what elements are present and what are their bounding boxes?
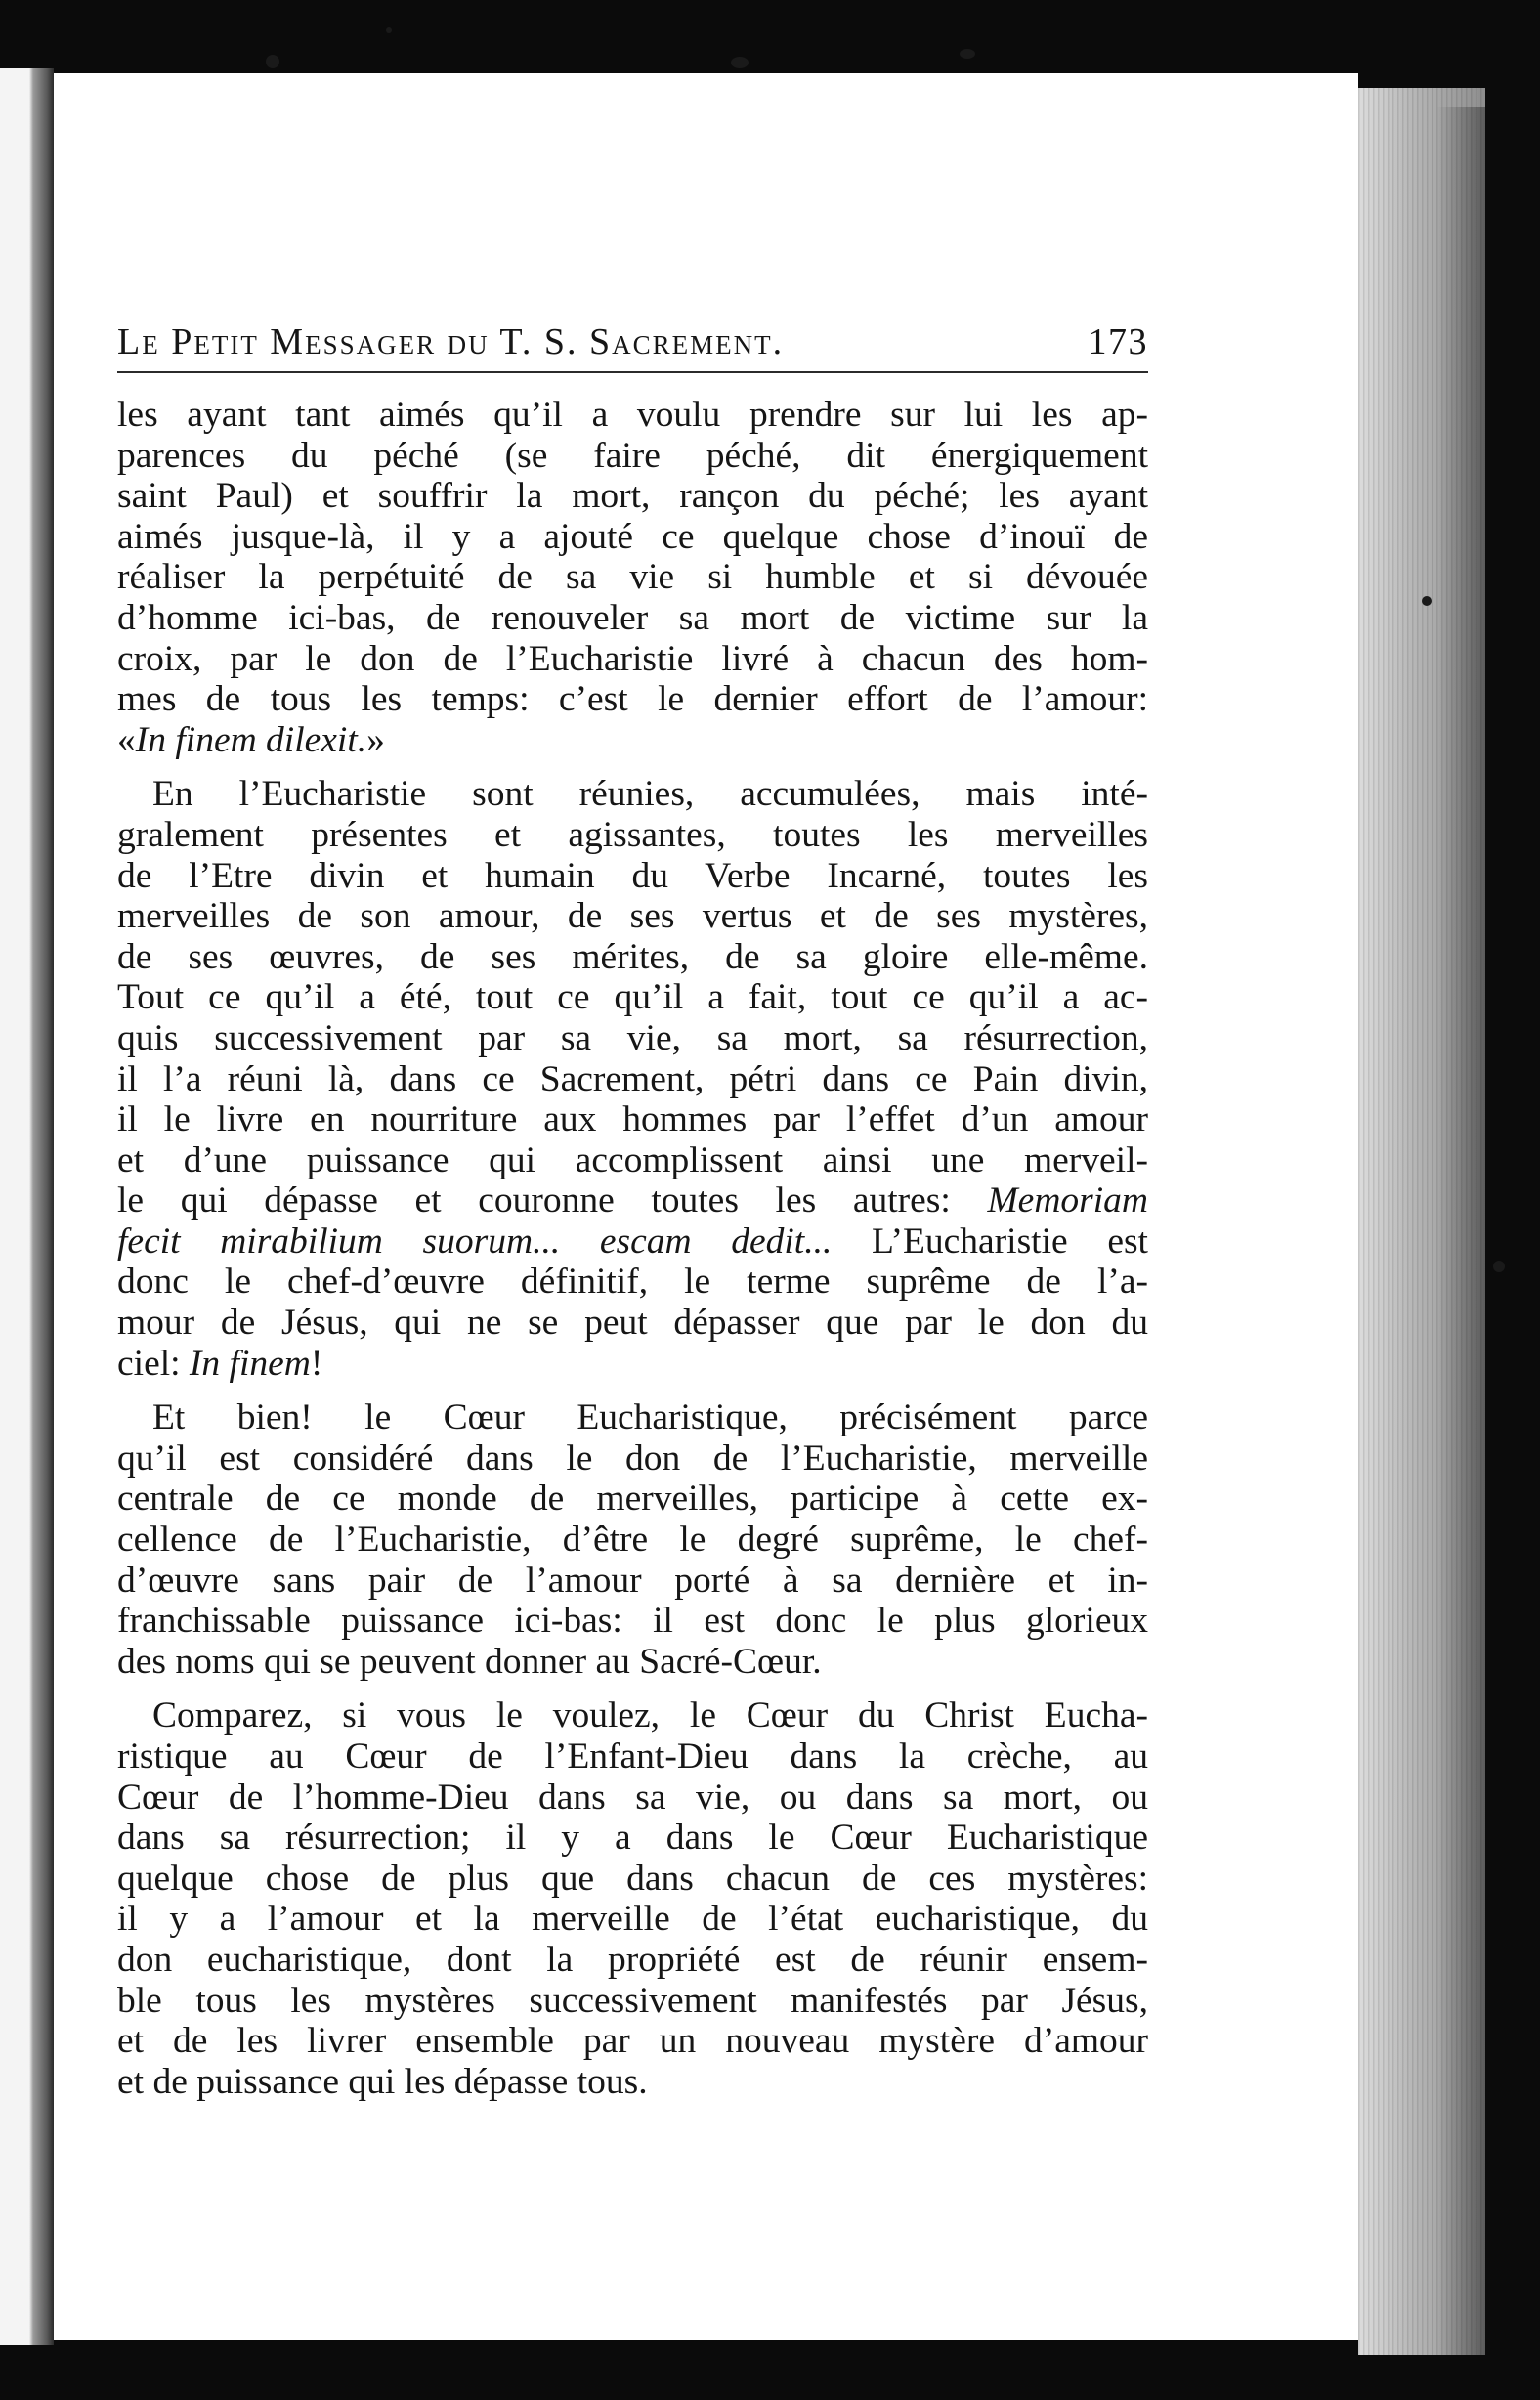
text-line: parences du péché (se faire péché, dit énergiquement: [117, 435, 1148, 476]
text-roman: ciel:: [117, 1343, 190, 1384]
text-line-quote: [117, 720, 1148, 761]
text-line: ristique au Cœur de l’Enfant-Dieu dans la crèche, au: [117, 1736, 1148, 1777]
text-line: aimés jusque-là, il y a ajouté ce quelque chose d’inouï de: [117, 516, 1148, 557]
text-line: mes de tous les temps: c’est le dernier effort de l’amour:: [117, 679, 1148, 720]
text-line: merveilles de son amour, de ses vertus et de ses mystères,: [117, 896, 1148, 937]
text-line: il y a l’amour et la merveille de l’état eucharistique, du: [117, 1899, 1148, 1940]
text-line: et d’une puissance qui accomplissent ainsi une merveil-: [117, 1139, 1148, 1180]
left-page-edge: [0, 68, 54, 2345]
text-line-mixed: [117, 1180, 1148, 1221]
text-line: quelque chose de plus que dans chacun de ces mystères:: [117, 1858, 1148, 1899]
text-roman: le qui dépasse et couronne toutes les autres:: [117, 1180, 988, 1221]
text-line: Et bien! le Cœur Eucharistique, précisément parce: [152, 1397, 1148, 1438]
paragraph-1: [117, 395, 1148, 760]
text-line: dans sa résurrection; il y a dans le Cœur Eucharistique: [117, 1818, 1148, 1859]
text-line: saint Paul) et souffrir la mort, rançon du péché; les ayant: [117, 476, 1148, 517]
text-line: croix, par le don de l’Eucharistie livré à chacun des hom-: [117, 638, 1148, 679]
paragraph-3: [117, 1397, 1148, 1682]
latin-quote: Memoriam: [987, 1180, 1148, 1221]
text-line: Tout ce qu’il a été, tout ce qu’il a fait, tout ce qu’il a ac-: [117, 977, 1148, 1018]
text-line: et de les livrer ensemble par un nouveau mystère d’amour: [117, 2021, 1148, 2062]
text-line: Cœur de l’homme-Dieu dans sa vie, ou dans sa mort, ou: [117, 1777, 1148, 1818]
latin-quote: fecit mirabilium suorum... escam dedit...: [117, 1221, 833, 1262]
running-head: [117, 321, 1148, 373]
text-line: En l’Eucharistie sont réunies, accumulées, mais inté-: [152, 774, 1148, 815]
text-line: qu’il est considéré dans le don de l’Eucharistie, merveille: [117, 1437, 1148, 1479]
text-roman: L’Eucharistie est: [832, 1221, 1148, 1262]
text-line: quis successivement par sa vie, sa mort, sa résurrection,: [117, 1017, 1148, 1058]
running-head-title: Le Petit Messager du T. S. Sacrement.: [117, 321, 785, 363]
text-line: donc le chef-d’œuvre définitif, le terme suprême de l’a-: [117, 1262, 1148, 1303]
body-text: [117, 395, 1148, 2102]
text-line: d’homme ici-bas, de renouveler sa mort de victime sur la: [117, 597, 1148, 638]
text-line: il l’a réuni là, dans ce Sacrement, pétri dans ce Pain divin,: [117, 1058, 1148, 1099]
latin-quote: In finem dilexit.: [135, 719, 367, 760]
text-line: franchissable puissance ici-bas: il est donc le plus glorieux: [117, 1601, 1148, 1642]
text-line: don eucharistique, dont la propriété est de réunir ensem-: [117, 1939, 1148, 1980]
text-line: il le livre en nourriture aux hommes par l’effet d’un amour: [117, 1099, 1148, 1140]
text-roman: !: [310, 1343, 323, 1384]
text-line: gralement présentes et agissantes, toutes les merveilles: [117, 814, 1148, 855]
text-line: cellence de l’Eucharistie, d’être le degré suprême, le chef-: [117, 1520, 1148, 1561]
text-line: Comparez, si vous le voulez, le Cœur du Christ Eucha-: [152, 1695, 1148, 1736]
text-line: de ses œuvres, de ses mérites, de sa gloire elle-même.: [117, 936, 1148, 977]
text-line: ble tous les mystères successivement manifestés par Jésus,: [117, 1980, 1148, 2021]
text-line: d’œuvre sans pair de l’amour porté à sa dernière et in-: [117, 1560, 1148, 1601]
page-number: 173: [1088, 321, 1148, 363]
text-line-mixed: [117, 1221, 1148, 1263]
text-line-mixed: [117, 1344, 1148, 1385]
text-line: centrale de ce monde de merveilles, participe à cette ex-: [117, 1479, 1148, 1520]
text-line: réaliser la perpétuité de sa vie si humble et si dévouée: [117, 557, 1148, 598]
text-line: de l’Etre divin et humain du Verbe Incarné, toutes les: [117, 855, 1148, 896]
paragraph-2: [117, 774, 1148, 1384]
paragraph-4: [117, 1695, 1148, 2102]
text-line: les ayant tant aimés qu’il a voulu prendre sur lui les ap-: [117, 395, 1148, 435]
close-quote: »: [366, 719, 385, 760]
text-line: des noms qui se peuvent donner au Sacré-Cœur.: [117, 1641, 822, 1682]
text-line: mour de Jésus, qui ne se peut dépasser que par le don du: [117, 1303, 1148, 1344]
page-fore-edge-shadow: [1436, 107, 1485, 2355]
open-quote: «: [117, 719, 136, 760]
page-text: [117, 321, 1148, 2102]
text-line: et de puissance qui les dépasse tous.: [117, 2061, 648, 2102]
latin-quote: In finem: [189, 1343, 311, 1384]
